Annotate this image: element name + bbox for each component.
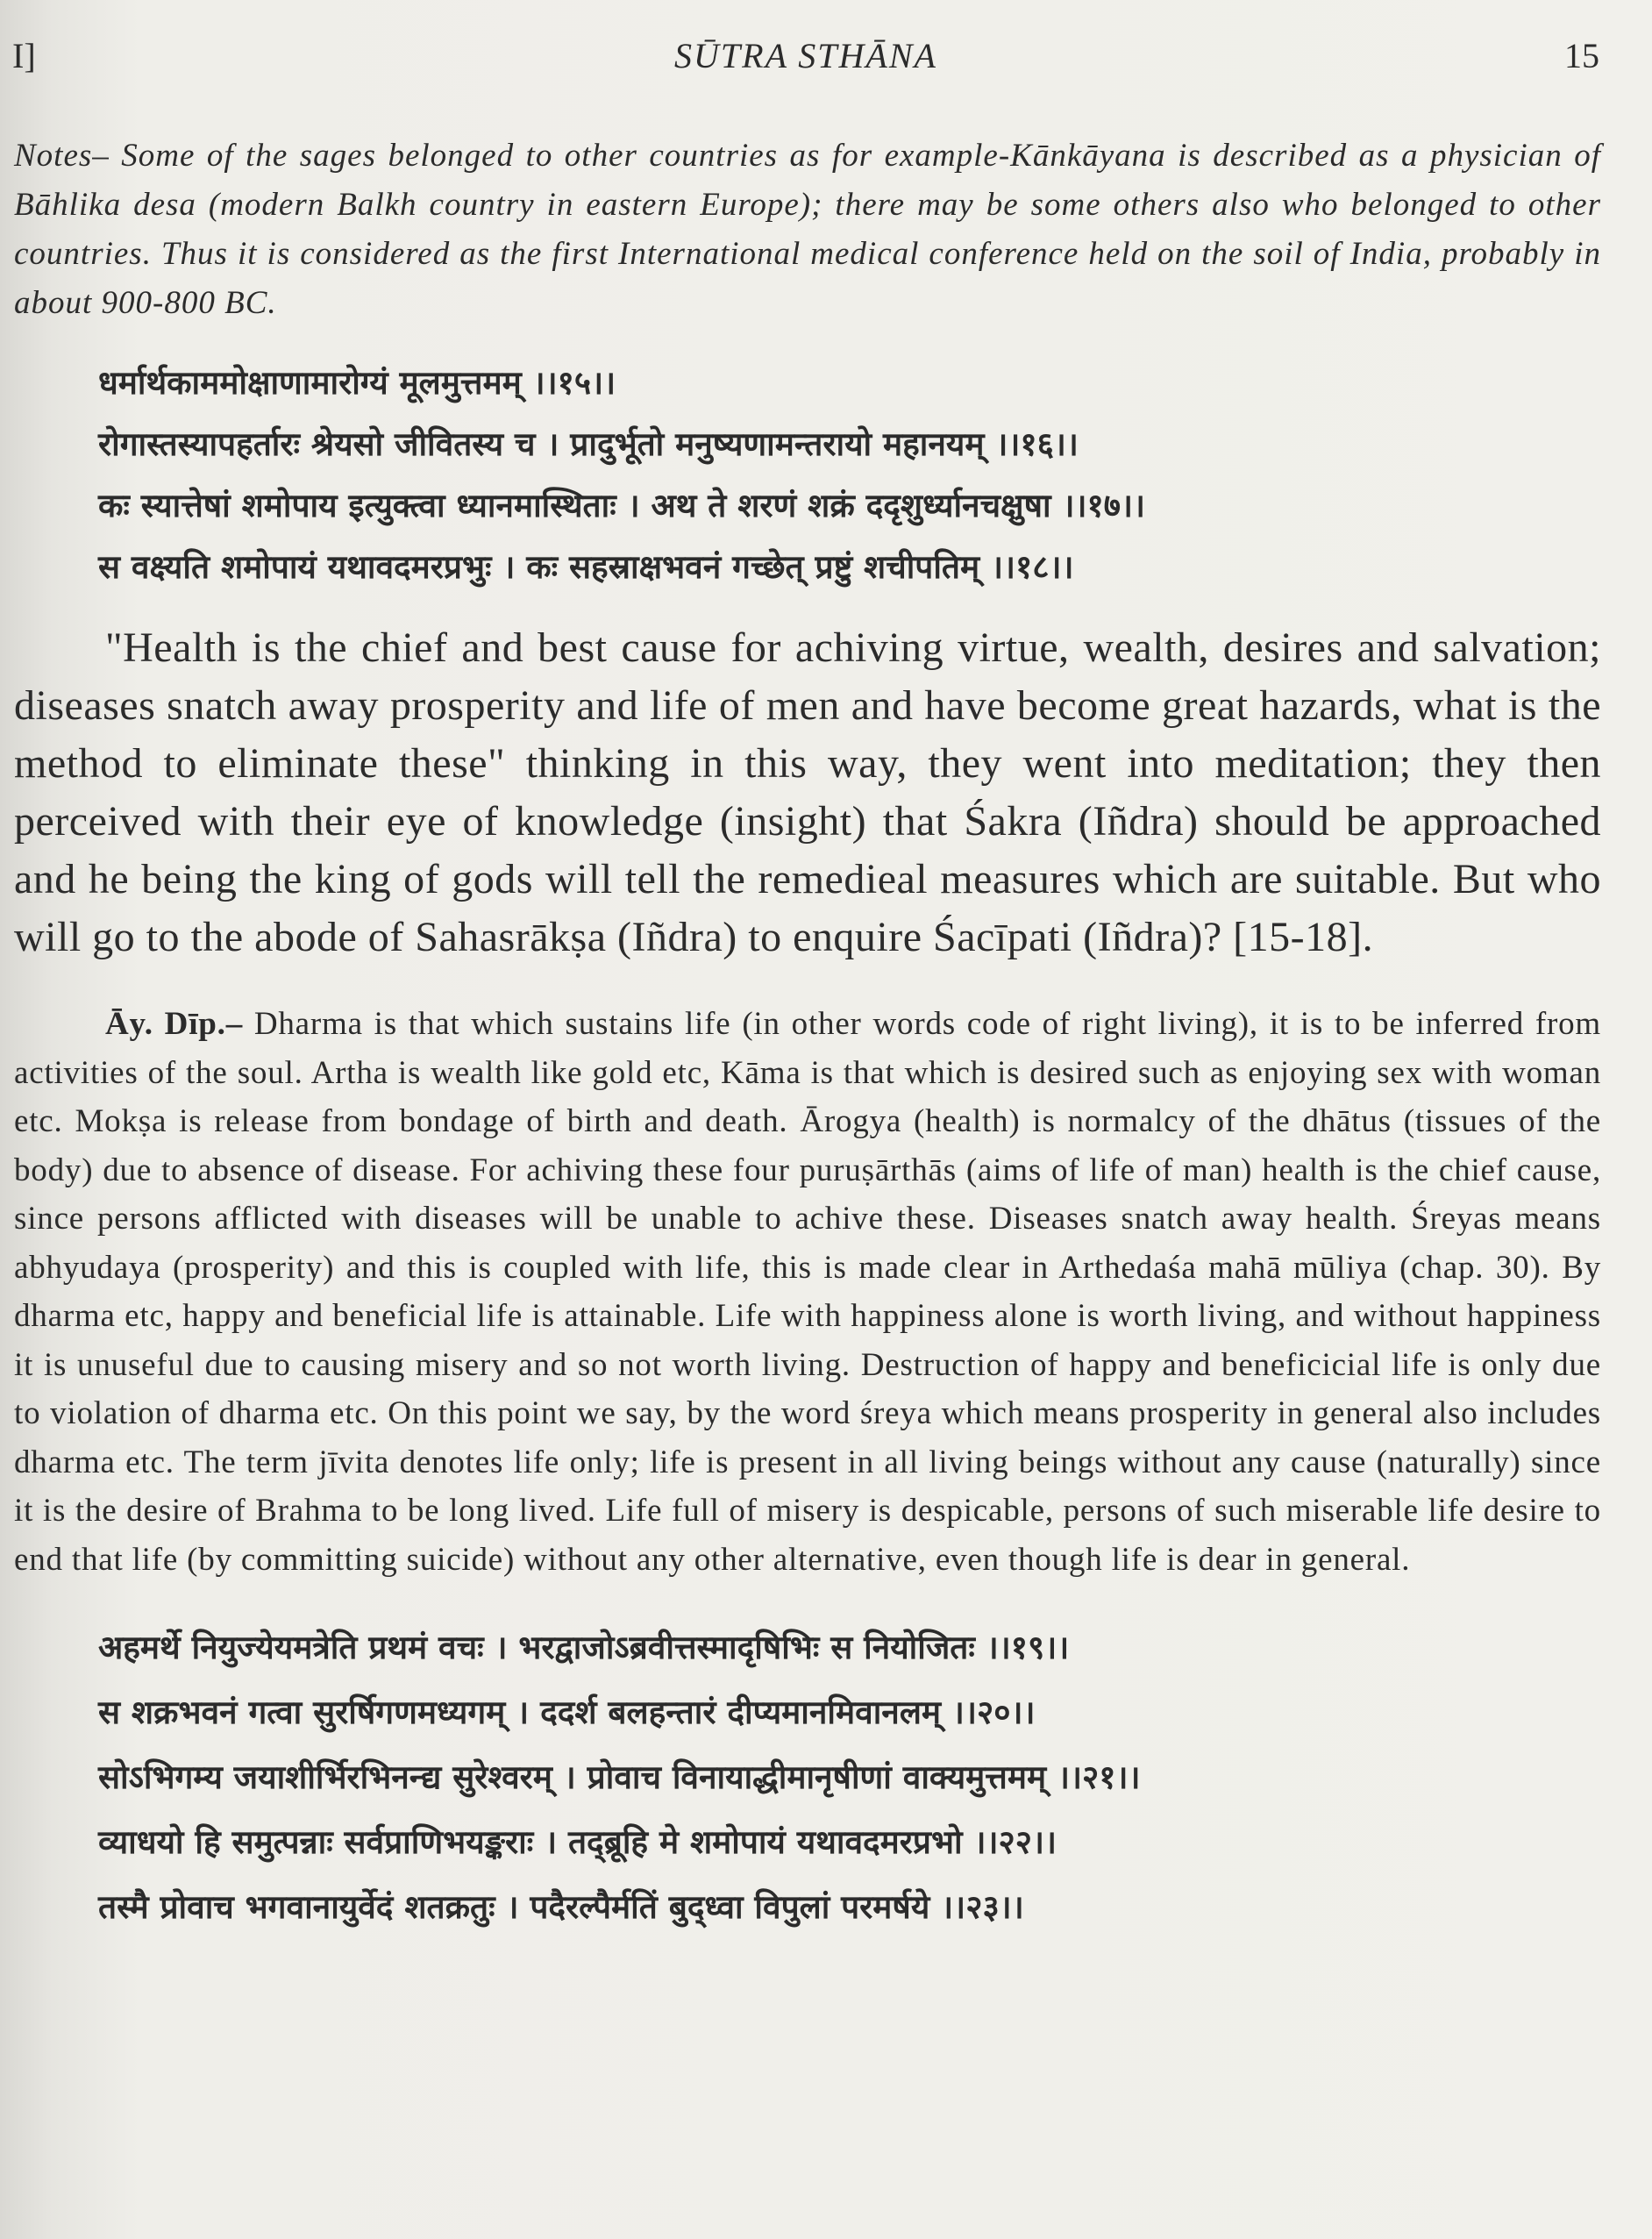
commentary-label: Āy. Dīp.– bbox=[105, 1006, 243, 1042]
translation-paragraph: "Health is the chief and best cause for achiving virtue, wealth, desires and salvation; diseases snatch away prosperity and life of men and have become great hazards, what is the method to eliminate these" thinking in this way, they went into meditation; they then perceived with their eye of knowledge (insight) that Śakra (Iñdra) should be approached and he being the king of gods will tell the remedieal measures which are suitable. But who will go to the abode of Sahasrākṣa (Iñdra) to enquire Śacīpati (Iñdra)? [15-18]. bbox=[14, 624, 1601, 960]
chapter-marker: I] bbox=[12, 36, 36, 75]
verse-line: स वक्ष्यति शमोपायं यथावदमरप्रभुः । कः सहस्राक्षभवनं गच्छेत् प्रष्टुं शचीपतिम् ।।१८।। bbox=[98, 548, 1074, 586]
notes-paragraph bbox=[14, 132, 1601, 328]
commentary-paragraph bbox=[14, 1000, 1601, 1584]
page-header bbox=[12, 35, 1599, 88]
page-number: 15 bbox=[1564, 36, 1599, 75]
page-content bbox=[14, 132, 1601, 1940]
running-title: SŪTRA STHĀNA bbox=[674, 36, 937, 75]
verse-line: धर्मार्थकाममोक्षाणामारोग्यं मूलमुत्तमम् ।।१५।। bbox=[98, 364, 616, 402]
notes-label: Notes– bbox=[14, 138, 110, 174]
notes-text: Some of the sages belonged to other countries as for example-Kānkāyana is described as a physician of Bāhlika desa (modern Balkh country in eastern Europe); there may be some others also who belonged to other countries. Thus it is considered as the first International medical conference held on the soil of India, probably in about 900-800 BC. bbox=[14, 138, 1601, 321]
verse-line: रोगास्तस्यापहर्तारः श्रेयसो जीवितस्य च । प्रादुर्भूतो मनुष्यणामन्तरायो महानयम् ।।१६।। bbox=[98, 425, 1079, 463]
verse-line: सोऽभिगम्य जयाशीर्भिरभिनन्द्य सुरेश्वरम् । प्रोवाच विनायाद्धीमानृषीणां वाक्यमुत्तमम् ।।२१।। bbox=[98, 1758, 1141, 1796]
sanskrit-verses-15-18 bbox=[98, 353, 1601, 598]
verse-line: स शक्रभवनं गत्वा सुरर्षिगणमध्यगम् । ददर्श बलहन्तारं दीप्यमानमिवानलम् ।।२०।। bbox=[98, 1694, 1036, 1731]
verse-line: व्याधयो हि समुत्पन्नाः सर्वप्राणिभयङ्कराः । तद्ब्रूहि मे शमोपायं यथावदमरप्रभो ।।२२।। bbox=[98, 1823, 1057, 1861]
commentary-text: Dharma is that which sustains life (in other words code of right living), it is to be inferred from activities of the soul. Artha is wealth like gold etc, Kāma is that which is desired such as enjoying sex with woman etc. Mokṣa is release from bondage of birth and death. Ārogya (health) is normalcy of the dhātus (tissues of the body) due to absence of disease. For achiving these four puruṣārthās (aims of life of man) health is the chief cause, since persons afflicted with diseases will be unable to achive these. Diseases snatch away health. Śreyas means abhyudaya (prosperity) and this is coupled with life, this is made clear in Arthedaśa mahā mūliya (chap. 30). By dharma etc, happy and beneficial life is attainable. Life with happiness alone is worth living, and without happiness it is unuseful due to causing misery and so not worth living. Destruction of happy and beneficicial life is only due to violation of dharma etc. On this point we say, by the word śreya which means prosperity in general also includes dharma etc. The term jīvita denotes life only; life is present in all living beings without any cause (naturally) since it is the desire of Brahma to be long lived. Life full of misery is despicable, persons of such miserable life desire to end that life (by committing suicide) without any other alternative, even though life is dear in general. bbox=[14, 1006, 1601, 1578]
verse-line: तस्मै प्रोवाच भगवानायुर्वेदं शतक्रतुः । पदैरल्पैर्मतिं बुद्ध्वा विपुलां परमर्षये ।।२३।। bbox=[98, 1888, 1024, 1926]
verse-line: कः स्यात्तेषां शमोपाय इत्युक्त्वा ध्यानमास्थिताः । अथ ते शरणं शक्रं ददृशुर्ध्यानचक्षुषा ।।१७।। bbox=[98, 487, 1146, 524]
verse-line: अहमर्थे नियुज्येयमत्रेति प्रथमं वचः । भरद्वाजोऽब्रवीत्तस्मादृषिभिः स नियोजितः ।।१९।। bbox=[98, 1629, 1070, 1666]
sanskrit-verses-19-23 bbox=[98, 1615, 1601, 1940]
